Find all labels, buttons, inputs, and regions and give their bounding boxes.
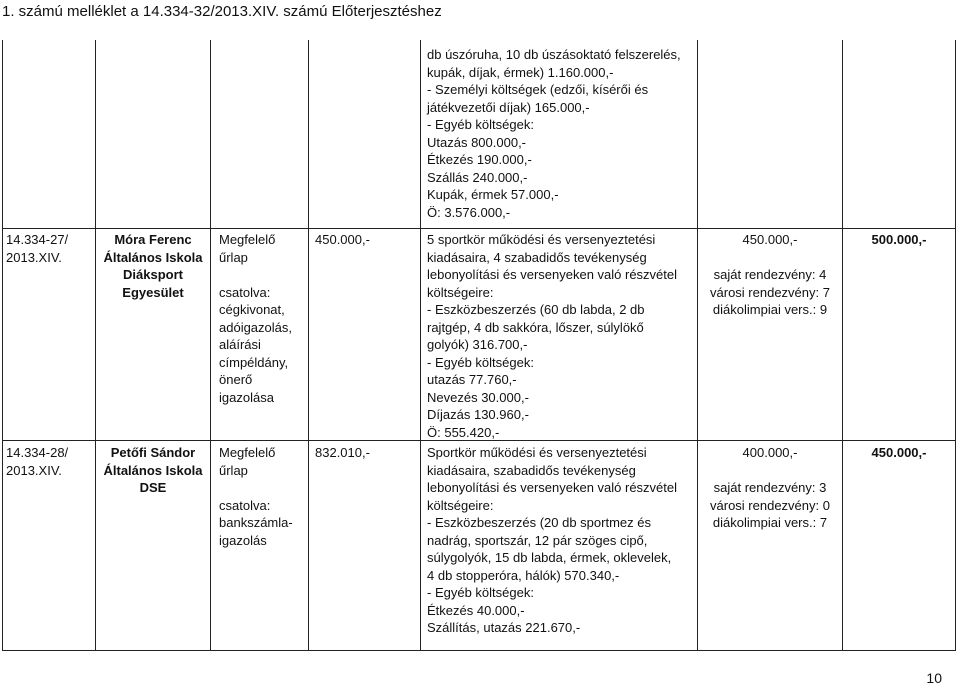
row-divider — [2, 228, 956, 229]
col-line — [95, 40, 96, 650]
table-row-1-proposal: 450.000,- saját rendezvény: 4 városi rendezvény: 7 diákolimpiai vers.: 9 — [710, 232, 830, 317]
table-row-1-docs: Megfelelő űrlap csatolva: cégkivonat, adóigazolás, aláírási címpéldány, önerő igazolása — [219, 232, 292, 405]
page-number: 10 — [926, 670, 942, 686]
table-row-2-purpose: Sportkör működési és versenyeztetési kiadásaira, szabadidős tevékenység lebonyolítási és versenyeken való részvétel költségeire: - Eszközbeszerzés (20 db sportmez és nadrág, sportszár, 12 pár szöges cipő, súlygolyók, 15 db labda, érmek, oklevelek, 4 db stopperóra, hálók) 570.340,- - Egyéb költségek: Étkezés 40.000,- Szállítás, utazás 221.670,- — [427, 445, 678, 635]
table-row-2-id: 14.334-28/ 2013.XIV. — [6, 445, 69, 478]
document-header: 1. számú melléklet a 14.334-32/2013.XIV. számú Előterjesztéshez — [2, 3, 442, 20]
table-row-2-docs: Megfelelő űrlap csatolva: bankszámla- igazolás — [219, 445, 293, 548]
continuation-text: db úszóruha, 10 db úszásoktató felszerelés, kupák, díjak, érmek) 1.160.000,- - Személyi költségek (edzői, kísérői és játékvezetői díjak) 165.000,- - Egyéb költségek: Utazás 800.000,- Étkezés 190.000,- Szállás 240.000,- Kupák, érmek 57.000,- Ö: 3.576.000,- — [427, 47, 681, 220]
col-line — [955, 40, 956, 650]
col-line — [842, 40, 843, 650]
table-row-2-org: Petőfi Sándor Általános Iskola DSE — [103, 445, 203, 495]
row-divider — [2, 650, 956, 651]
table-row-2-proposal: 400.000,- saját rendezvény: 3 városi rendezvény: 0 diákolimpiai vers.: 7 — [710, 445, 830, 530]
col-line — [2, 40, 3, 650]
col-line — [210, 40, 211, 650]
table-row-1-org: Móra Ferenc Általános Iskola Diáksport Egyesület — [103, 232, 203, 300]
table-row-2-amount: 832.010,- — [315, 445, 370, 460]
table-row-1-id: 14.334-27/ 2013.XIV. — [6, 232, 69, 265]
table-row-1-amount: 450.000,- — [315, 232, 370, 247]
table-row-1-purpose: 5 sportkör működési és versenyeztetési kiadásaira, 4 szabadidős tevékenység lebonyolítási és versenyeken való részvétel költségeire: - Eszközbeszerzés (60 db labda, 2 db rajtgép, 4 db sakkóra, lőszer, súlylökő golyók) 316.700,- - Egyéb költségek: utazás 77.760,- Nevezés 30.000,- Díjazás 130.960,- Ö: 555.420,- — [427, 232, 678, 440]
table-row-1-granted: 500.000,- — [871, 232, 927, 247]
col-line — [308, 40, 309, 650]
col-line — [420, 40, 421, 650]
col-line — [697, 40, 698, 650]
table-row-2-granted: 450.000,- — [871, 445, 927, 460]
